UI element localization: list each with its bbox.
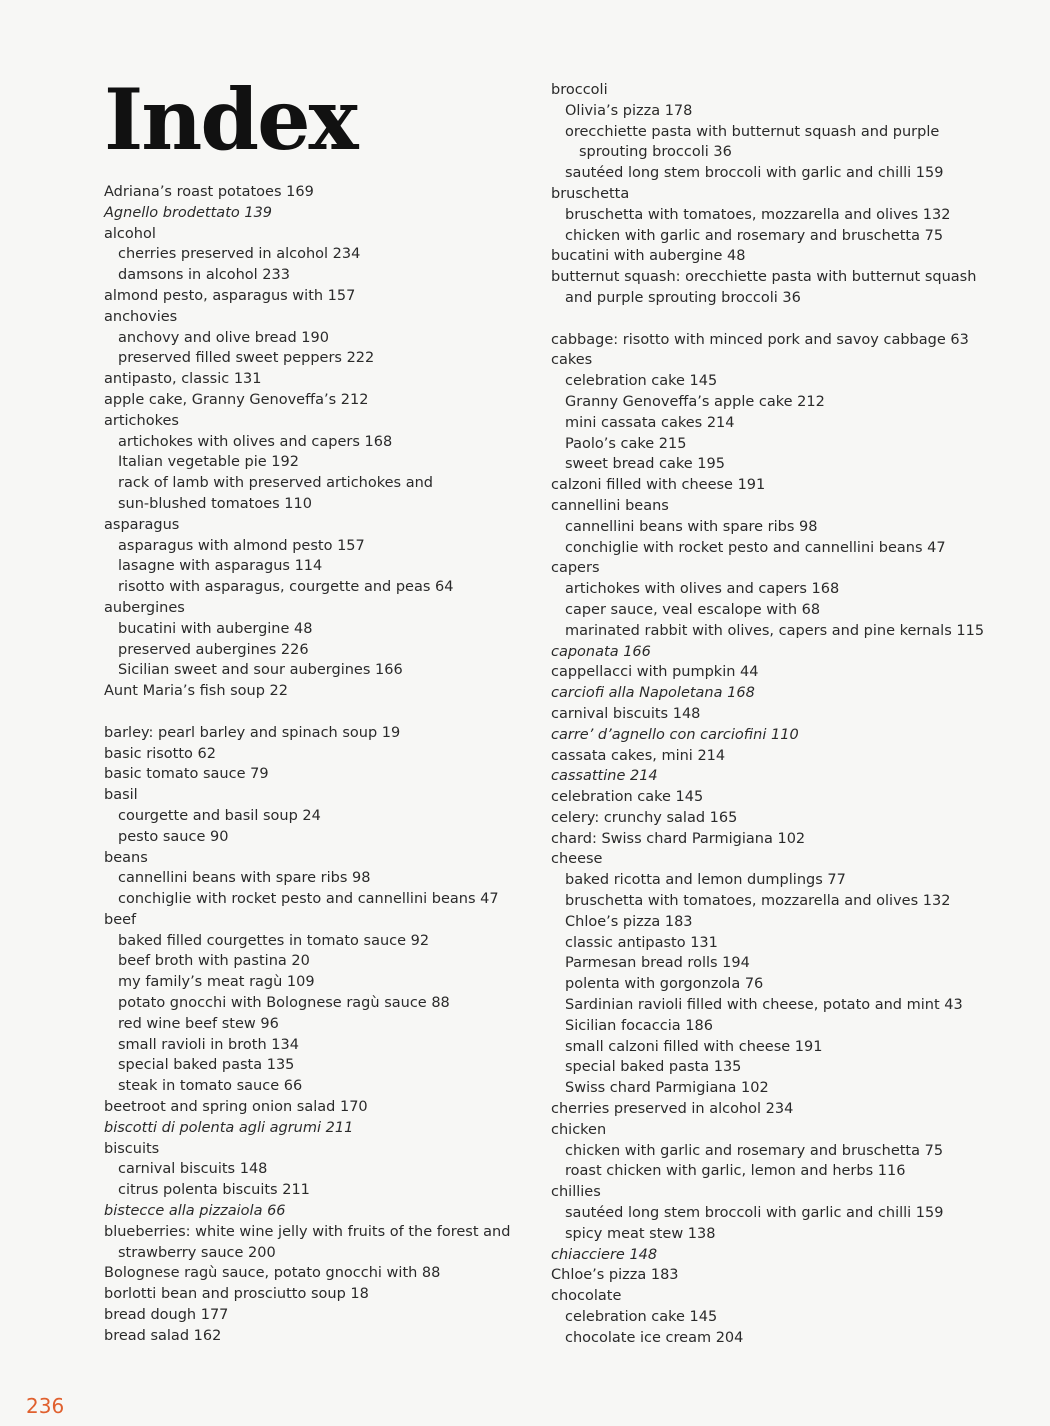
index-entry: Adriana’s roast potatoes 169 (104, 184, 314, 200)
index-subentry: caper sauce, veal escalope with 68 (565, 601, 821, 618)
index-subentry: marinated rabbit with olives, capers and pine kernals 115 (565, 622, 985, 639)
index-entry: apple cake, Granny Genoveffa’s 212 (104, 391, 369, 408)
index-entry: capers (551, 560, 600, 577)
index-entry: basic tomato sauce 79 (104, 766, 269, 783)
index-entry: chiacciere 148 (551, 1246, 658, 1263)
index-subentry: Paolo’s cake 215 (565, 435, 687, 452)
index-subentry: conchiglie with rocket pesto and cannellini beans 47 (118, 891, 499, 908)
index-entry: basic risotto 62 (104, 745, 216, 762)
index-subentry: Sicilian sweet and sour aubergines 166 (118, 662, 403, 679)
index-subentry: Chloe’s pizza 183 (565, 913, 693, 930)
index-entry: cabbage: risotto with minced pork and savoy cabbage 63 (551, 331, 969, 348)
index-entry: barley: pearl barley and spinach soup 19 (104, 724, 401, 741)
index-entry: asparagus (104, 516, 180, 533)
index-subentry: pesto sauce 90 (118, 828, 229, 845)
index-entry: Aunt Maria’s fish soup 22 (104, 683, 289, 700)
index-subentry: Sardinian ravioli filled with cheese, potato and mint 43 (565, 997, 963, 1014)
index-subentry: anchovy and olive bread 190 (118, 329, 329, 346)
index-subentry: sweet bread cake 195 (565, 456, 725, 473)
index-entry: cassattine 214 (551, 768, 658, 785)
index-entry-continuation: sun-blushed tomatoes 110 (118, 495, 312, 512)
index-entry: alcohol (104, 225, 156, 242)
index-subentry: asparagus with almond pesto 157 (118, 537, 365, 554)
index-entry: calzoni filled with cheese 191 (551, 477, 766, 494)
index-subentry: carnival biscuits 148 (118, 1161, 268, 1178)
index-subentry: beef broth with pastina 20 (118, 953, 310, 970)
index-entry: Chloe’s pizza 183 (551, 1267, 679, 1284)
page-number: 236 (26, 1394, 65, 1418)
index-subentry: Italian vegetable pie 192 (118, 454, 299, 471)
index-entry: chard: Swiss chard Parmigiana 102 (551, 830, 806, 847)
index-subentry: lasagne with asparagus 114 (118, 558, 323, 575)
index-subentry: celebration cake 145 (565, 1309, 718, 1326)
index-subentry: bruschetta with tomatoes, mozzarella and olives 132 (565, 893, 951, 910)
index-entry: beetroot and spring onion salad 170 (104, 1099, 368, 1116)
index-subentry: my family’s meat ragù 109 (118, 974, 315, 991)
index-spacer (104, 702, 544, 723)
index-entry: biscotti di polenta agli agrumi 211 (104, 1119, 354, 1136)
index-subentry: Granny Genoveffa’s apple cake 212 (565, 393, 825, 410)
index-subentry: baked filled courgettes in tomato sauce 92 (118, 932, 430, 949)
index-entry: celery: crunchy salad 165 (551, 809, 738, 826)
index-entry: Agnello brodettato 139 (104, 204, 273, 221)
index-subentry: special baked pasta 135 (565, 1059, 742, 1076)
index-spacer (551, 309, 991, 330)
index-entry: anchovies (104, 308, 178, 325)
index-subentry: cannellini beans with spare ribs 98 (118, 870, 371, 887)
index-entry-continuation: and purple sprouting broccoli 36 (565, 289, 801, 306)
index-entry: cakes (551, 352, 593, 369)
index-entry: basil (104, 787, 138, 804)
index-entry: chicken (551, 1121, 607, 1138)
index-subentry: celebration cake 145 (565, 373, 718, 390)
index-subentry: sautéed long stem broccoli with garlic and chilli 159 (565, 1205, 944, 1222)
index-entry: bread salad 162 (104, 1327, 222, 1344)
index-subentry: cannellini beans with spare ribs 98 (565, 518, 818, 535)
index-subentry: courgette and basil soup 24 (118, 807, 321, 824)
index-entry: butternut squash: orecchiette pasta with butternut squash (551, 269, 977, 286)
index-subentry: sautéed long stem broccoli with garlic and chilli 159 (565, 165, 944, 182)
index-entry: cappellacci with pumpkin 44 (551, 664, 759, 681)
index-entry: bruschetta (551, 185, 630, 202)
index-subentry: risotto with asparagus, courgette and peas 64 (118, 579, 454, 596)
index-subentry: red wine beef stew 96 (118, 1015, 279, 1032)
index-subentry: preserved filled sweet peppers 222 (118, 350, 375, 367)
index-entry: cannellini beans (551, 497, 669, 514)
index-entry: bistecce alla pizzaiola 66 (104, 1203, 286, 1220)
index-entry: beans (104, 849, 148, 866)
index-subentry: small ravioli in broth 134 (118, 1036, 299, 1053)
index-entry: biscuits (104, 1140, 160, 1157)
index-entry: cheese (551, 851, 603, 868)
index-subentry: roast chicken with garlic, lemon and herbs 116 (565, 1163, 906, 1180)
index-entry: artichokes (104, 412, 179, 429)
index-entry: chocolate (551, 1288, 622, 1305)
index-column-left (104, 182, 544, 1347)
index-entry: aubergines (104, 599, 185, 616)
index-subentry: steak in tomato sauce 66 (118, 1078, 303, 1095)
index-entry: celebration cake 145 (551, 789, 704, 806)
index-entry: beef (104, 911, 137, 928)
index-entry: antipasto, classic 131 (104, 371, 262, 388)
index-subentry: damsons in alcohol 233 (118, 267, 290, 284)
index-entry-continuation: strawberry sauce 200 (118, 1244, 276, 1261)
index-subentry: potato gnocchi with Bolognese ragù sauce 88 (118, 995, 450, 1012)
index-subentry: preserved aubergines 226 (118, 641, 309, 658)
index-subentry: bruschetta with tomatoes, mozzarella and olives 132 (565, 206, 951, 223)
index-entry: broccoli (551, 82, 608, 98)
index-subentry: polenta with gorgonzola 76 (565, 976, 764, 993)
index-entry: almond pesto, asparagus with 157 (104, 287, 356, 304)
index-entry: borlotti bean and prosciutto soup 18 (104, 1286, 369, 1303)
index-column-right (551, 80, 991, 1349)
page-title: Index (104, 70, 357, 169)
index-subentry: rack of lamb with preserved artichokes and (118, 475, 433, 492)
index-subentry: mini cassata cakes 214 (565, 414, 735, 431)
index-entry: cherries preserved in alcohol 234 (551, 1101, 794, 1118)
index-entry-continuation: sprouting broccoli 36 (579, 144, 732, 161)
index-subentry: Swiss chard Parmigiana 102 (565, 1080, 769, 1097)
index-subentry: bucatini with aubergine 48 (118, 620, 313, 637)
index-subentry: Sicilian focaccia 186 (565, 1017, 713, 1034)
index-entry: cassata cakes, mini 214 (551, 747, 726, 764)
index-subentry: classic antipasto 131 (565, 934, 718, 951)
index-entry: carre’ d’agnello con carciofini 110 (551, 726, 799, 743)
index-subentry: chocolate ice cream 204 (565, 1329, 744, 1346)
index-entry: bread dough 177 (104, 1307, 229, 1324)
index-subentry: Olivia’s pizza 178 (565, 102, 693, 119)
index-subentry: small calzoni filled with cheese 191 (565, 1038, 823, 1055)
index-subentry: spicy meat stew 138 (565, 1225, 716, 1242)
index-entry: Bolognese ragù sauce, potato gnocchi with 88 (104, 1265, 441, 1282)
index-entry: blueberries: white wine jelly with fruits of the forest and (104, 1223, 511, 1240)
index-entry: chillies (551, 1184, 601, 1201)
index-subentry: citrus polenta biscuits 211 (118, 1182, 310, 1199)
index-subentry: chicken with garlic and rosemary and bruschetta 75 (565, 1142, 944, 1159)
index-subentry: cherries preserved in alcohol 234 (118, 246, 361, 263)
index-entry: carciofi alla Napoletana 168 (551, 685, 755, 702)
index-subentry: Parmesan bread rolls 194 (565, 955, 750, 972)
index-subentry: artichokes with olives and capers 168 (565, 581, 840, 598)
index-subentry: special baked pasta 135 (118, 1057, 295, 1074)
index-subentry: conchiglie with rocket pesto and cannellini beans 47 (565, 539, 946, 556)
index-subentry: orecchiette pasta with butternut squash and purple (565, 123, 940, 140)
index-subentry: chicken with garlic and rosemary and bruschetta 75 (565, 227, 944, 244)
index-entry: caponata 166 (551, 643, 651, 660)
index-subentry: artichokes with olives and capers 168 (118, 433, 393, 450)
index-entry: carnival biscuits 148 (551, 705, 701, 722)
index-subentry: baked ricotta and lemon dumplings 77 (565, 872, 846, 889)
index-entry: bucatini with aubergine 48 (551, 248, 746, 265)
